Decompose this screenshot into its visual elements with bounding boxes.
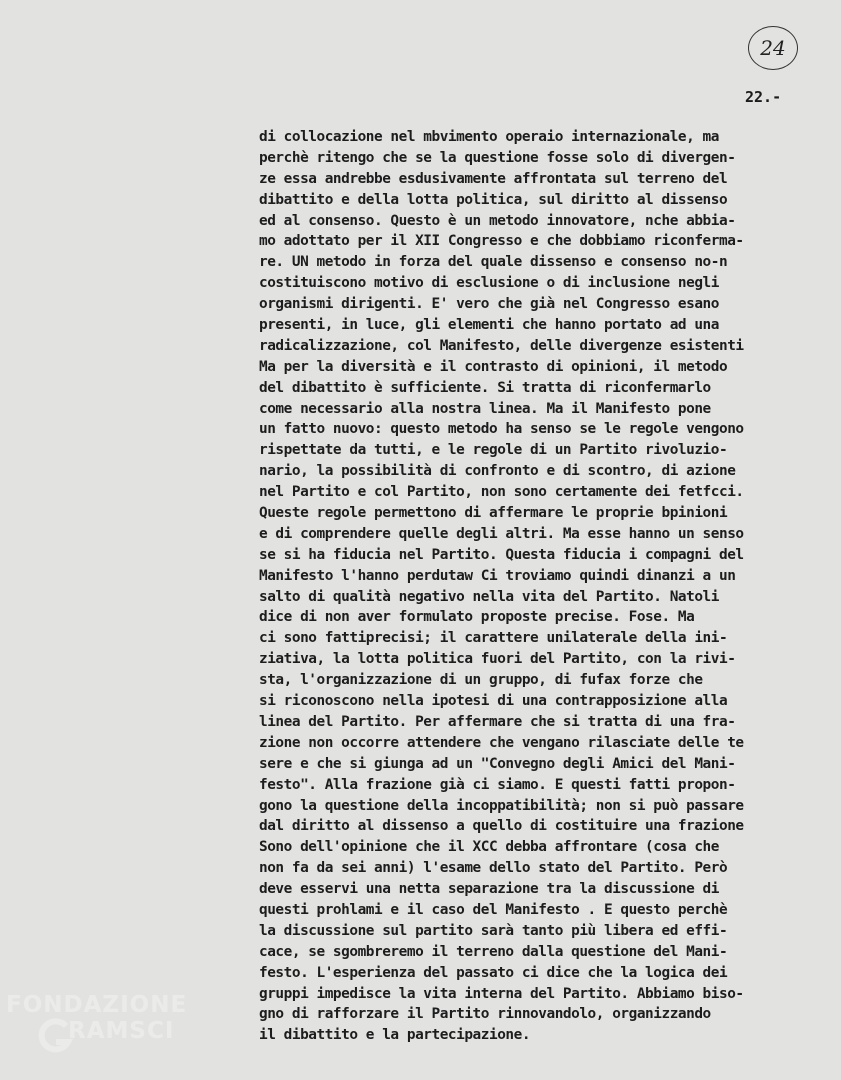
text-line: Manifesto l'hanno perdutaw Ci troviamo quindi dinanzi a un <box>259 567 736 584</box>
text-line: cace, se sgombreremo il terreno dalla questione del Mani- <box>259 943 728 960</box>
text-line: nel Partito e col Partito, non sono certamente dei fetfcci. <box>259 484 744 501</box>
text-line: non fa da sei anni) l'esame dello stato del Partito. Però <box>259 860 728 877</box>
text-line: organismi dirigenti. E' vero che già nel Congresso esano <box>259 296 719 313</box>
text-line: dibattito e della lotta politica, sul diritto al dissenso <box>259 191 728 208</box>
typed-body-text <box>259 127 839 1046</box>
text-line: ziativa, la lotta politica fuori del Partito, con la rivi- <box>259 651 736 668</box>
text-line: zione non occorre attendere che vengano rilasciate delle te <box>259 734 744 751</box>
archive-folio-number: 24 <box>760 36 786 60</box>
text-line: sere e che si giunga ad un "Convegno degli Amici del Mani- <box>259 755 736 772</box>
text-line: gno di rafforzare il Partito rinnovandolo, organizzando <box>259 1006 711 1023</box>
text-line: radicalizzazione, col Manifesto, delle divergenze esistenti <box>259 337 744 354</box>
watermark-line-1: FONDAZIONE <box>6 992 188 1018</box>
text-line: gruppi impedisce la vita interna del Partito. Abbiamo biso- <box>259 985 744 1002</box>
text-line: nario, la possibilità di confronto e di scontro, di azione <box>259 463 736 480</box>
text-line: sta, l'organizzazione di un gruppo, di fufax forze che <box>259 672 703 689</box>
text-line: Sono dell'opinione che il XCC debba affrontare (cosa che <box>259 839 719 856</box>
text-line: mo adottato per il XII Congresso e che dobbiamo riconferma- <box>259 233 744 250</box>
text-line: costituiscono motivo di esclusione o di inclusione negli <box>259 275 719 292</box>
text-line: un fatto nuovo: questo metodo ha senso se le regole vengono <box>259 421 744 438</box>
text-line: deve esservi una netta separazione tra la discussione di <box>259 881 719 898</box>
fondazione-gramsci-watermark <box>6 988 226 1073</box>
text-line: Queste regole permettono di affermare le proprie bpinioni <box>259 505 728 522</box>
text-line: di collocazione nel mbvimento operaio internazionale, ma <box>259 129 719 145</box>
text-line: ci sono fattiprecisi; il carattere unilaterale della ini- <box>259 630 728 647</box>
text-line: perchè ritengo che se la questione fosse solo di divergen- <box>259 149 736 166</box>
watermark-line-2: RAMSCI <box>68 1018 175 1044</box>
page-number: 22.- <box>745 88 782 106</box>
text-line: questi prohlami e il caso del Manifesto . E questo perchè <box>259 901 728 918</box>
text-line: linea del Partito. Per affermare che si tratta di una fra- <box>259 713 736 730</box>
text-line: dice di non aver formulato proposte precise. Fose. Ma <box>259 609 695 626</box>
text-line: come necessario alla nostra linea. Ma il Manifesto pone <box>259 400 711 417</box>
text-line: festo". Alla frazione già ci siamo. E questi fatti propon- <box>259 776 736 793</box>
text-line: il dibattito e la partecipazione. <box>259 1027 531 1044</box>
text-line: la discussione sul partito sarà tanto più libera ed effi- <box>259 922 728 939</box>
text-line: re. UN metodo in forza del quale dissenso e consenso no-n <box>259 254 728 271</box>
text-line: gono la questione della incoppatibilità; non si può passare <box>259 797 744 814</box>
text-line: se si ha fiducia nel Partito. Questa fiducia i compagni del <box>259 546 744 563</box>
text-line: salto di qualità negativo nella vita del Partito. Natoli <box>259 588 719 605</box>
archive-folio-stamp <box>748 26 798 70</box>
text-line: ze essa andrebbe esdusivamente affrontata sul terreno del <box>259 170 728 187</box>
text-line: e di comprendere quelle degli altri. Ma esse hanno un senso <box>259 525 744 542</box>
text-line: presenti, in luce, gli elementi che hanno portato ad una <box>259 317 719 334</box>
text-line: del dibattito è sufficiente. Si tratta di riconfermarlo <box>259 379 711 396</box>
text-line: Ma per la diversità e il contrasto di opinioni, il metodo <box>259 358 728 375</box>
text-line: ed al consenso. Questo è un metodo innovatore, nche abbia- <box>259 212 736 229</box>
text-line: festo. L'esperienza del passato ci dice che la logica dei <box>259 964 728 981</box>
text-line: si riconoscono nella ipotesi di una contrapposizione alla <box>259 693 728 710</box>
text-line: rispettate da tutti, e le regole di un Partito rivoluzio- <box>259 442 728 459</box>
text-line: dal diritto al dissenso a quello di costituire una frazione <box>259 818 744 835</box>
